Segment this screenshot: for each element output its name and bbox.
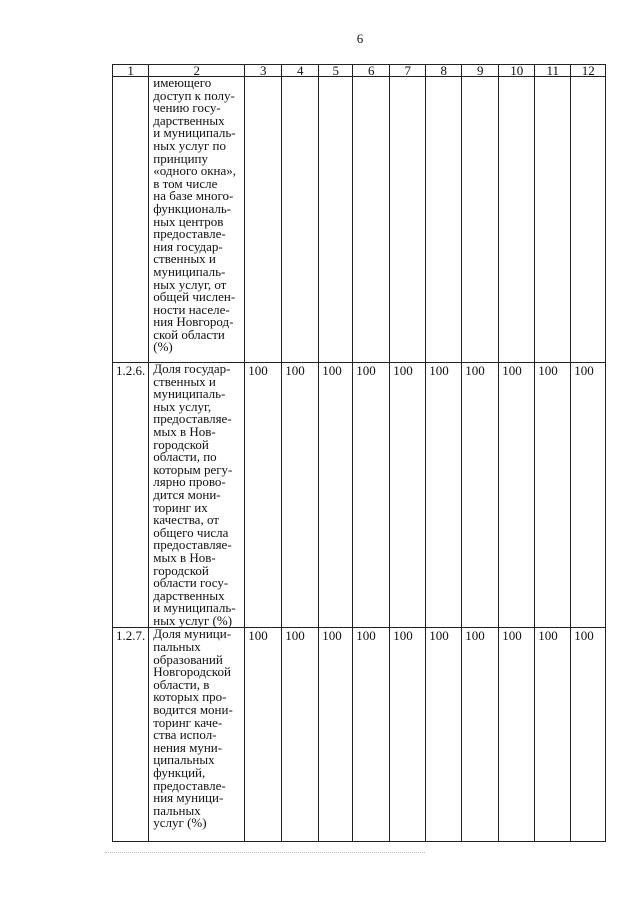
description-line: области, в: [153, 676, 210, 692]
description-line: городской: [153, 562, 209, 578]
description-line: имеющего: [153, 75, 212, 90]
indicator-description: [149, 628, 245, 842]
header-cell: 6: [353, 65, 390, 77]
description-line: ственных и: [153, 373, 216, 389]
description-line: услуг (%): [153, 815, 207, 831]
value-cell: 100: [571, 363, 606, 628]
row-number: [113, 77, 149, 363]
description-line: в том числе: [153, 175, 218, 191]
value-cell: 100: [390, 363, 426, 628]
description-line: предоставляе-: [153, 411, 232, 427]
description-line: пальных: [153, 802, 201, 818]
description-line: муниципаль-: [153, 386, 226, 402]
value-cell: 100: [462, 628, 499, 842]
description-line: и муниципаль-: [153, 125, 236, 141]
description-line: ных центров: [153, 213, 224, 229]
value-cell: 100: [462, 363, 499, 628]
description-line: торинг их: [153, 499, 208, 515]
description-line: ства испол-: [153, 727, 217, 743]
description-line: дится мони-: [153, 486, 221, 502]
description-line: области госу-: [153, 575, 229, 591]
table-row: [113, 363, 606, 628]
description-line: мых в Нов-: [153, 549, 216, 565]
description-line: ственных и: [153, 251, 216, 267]
description-line: водится мони-: [153, 702, 233, 718]
value-cell: [245, 77, 282, 363]
description-line: чению госу-: [153, 100, 221, 116]
description-line: лярно прово-: [153, 474, 226, 490]
table-row: [113, 628, 606, 842]
description-line: нения муни-: [153, 739, 223, 755]
value-cell: 100: [353, 628, 390, 842]
value-cell: 100: [499, 363, 535, 628]
header-cell: 2: [149, 65, 245, 77]
indicators-table: [112, 64, 606, 842]
description-line: ных услуг по: [153, 137, 226, 153]
header-cell: 7: [390, 65, 426, 77]
scan-artifact-line: [105, 852, 425, 853]
description-line: ных услуг,: [153, 398, 212, 414]
value-cell: [426, 77, 462, 363]
header-cell: 9: [462, 65, 499, 77]
description-line: ности населе-: [153, 301, 230, 317]
description-line: ципальных: [153, 752, 215, 768]
description-line: пальных: [153, 639, 201, 655]
value-cell: 100: [319, 628, 353, 842]
description-line: городской: [153, 436, 209, 452]
page-number: 6: [356, 31, 364, 46]
description-line: которым регу-: [153, 461, 233, 477]
value-cell: 100: [499, 628, 535, 842]
value-cell: [353, 77, 390, 363]
value-cell: [571, 77, 606, 363]
value-cell: 100: [390, 628, 426, 842]
description-line: «одного окна»,: [153, 163, 236, 179]
description-line: общего числа: [153, 524, 229, 540]
description-line: Новгородской: [153, 664, 231, 680]
description-line: дарственных: [153, 587, 225, 603]
description-line: мых в Нов-: [153, 423, 216, 439]
description-line: ния муници-: [153, 790, 224, 806]
description-line: общей числен-: [153, 289, 236, 305]
description-line: образований: [153, 651, 223, 667]
description-line: торинг каче-: [153, 714, 223, 730]
description-line: предоставле-: [153, 226, 226, 242]
description-line: которых про-: [153, 689, 227, 705]
description-line: функций,: [153, 765, 206, 780]
value-cell: 100: [535, 363, 571, 628]
table-row: [113, 77, 606, 363]
row-number: 1.2.6.: [113, 363, 149, 628]
value-cell: 100: [426, 628, 462, 842]
value-cell: [499, 77, 535, 363]
description-line: (%): [153, 339, 173, 355]
header-cell: 12: [571, 65, 606, 77]
description-line: ния Новгород-: [153, 314, 234, 330]
value-cell: [282, 77, 319, 363]
header-cell: 3: [245, 65, 282, 77]
value-cell: 100: [353, 363, 390, 628]
value-cell: 100: [571, 628, 606, 842]
header-cell: 5: [319, 65, 353, 77]
description-line: Доля государ-: [153, 361, 231, 376]
header-cell: 1: [113, 65, 149, 77]
indicator-description: [149, 363, 245, 628]
value-cell: [319, 77, 353, 363]
description-line: доступ к полу-: [153, 87, 235, 103]
value-cell: [462, 77, 499, 363]
value-cell: 100: [245, 363, 282, 628]
value-cell: 100: [282, 363, 319, 628]
value-cell: 100: [282, 628, 319, 842]
description-line: функциональ-: [153, 200, 232, 216]
value-cell: [535, 77, 571, 363]
value-cell: 100: [426, 363, 462, 628]
description-line: предоставле-: [153, 777, 226, 793]
indicator-description: [149, 77, 245, 363]
description-line: принципу: [153, 150, 208, 166]
description-line: области, по: [153, 449, 217, 465]
description-line: Доля муници-: [153, 626, 232, 642]
description-line: дарственных: [153, 112, 225, 128]
value-cell: [390, 77, 426, 363]
header-cell: 10: [499, 65, 535, 77]
description-line: предоставляе-: [153, 537, 232, 553]
description-line: муниципаль-: [153, 263, 226, 279]
header-cell: 8: [426, 65, 462, 77]
row-number: 1.2.7.: [113, 628, 149, 842]
description-line: и муниципаль-: [153, 600, 236, 616]
header-cell: 4: [282, 65, 319, 77]
description-line: на базе много-: [153, 188, 234, 204]
description-line: ных услуг (%): [153, 612, 233, 628]
description-line: ных услуг, от: [153, 276, 227, 292]
description-line: ской области: [153, 326, 225, 342]
description-line: ния государ-: [153, 238, 223, 254]
header-cell: 11: [535, 65, 571, 77]
value-cell: 100: [535, 628, 571, 842]
value-cell: 100: [245, 628, 282, 842]
value-cell: 100: [319, 363, 353, 628]
description-line: качества, от: [153, 512, 219, 528]
